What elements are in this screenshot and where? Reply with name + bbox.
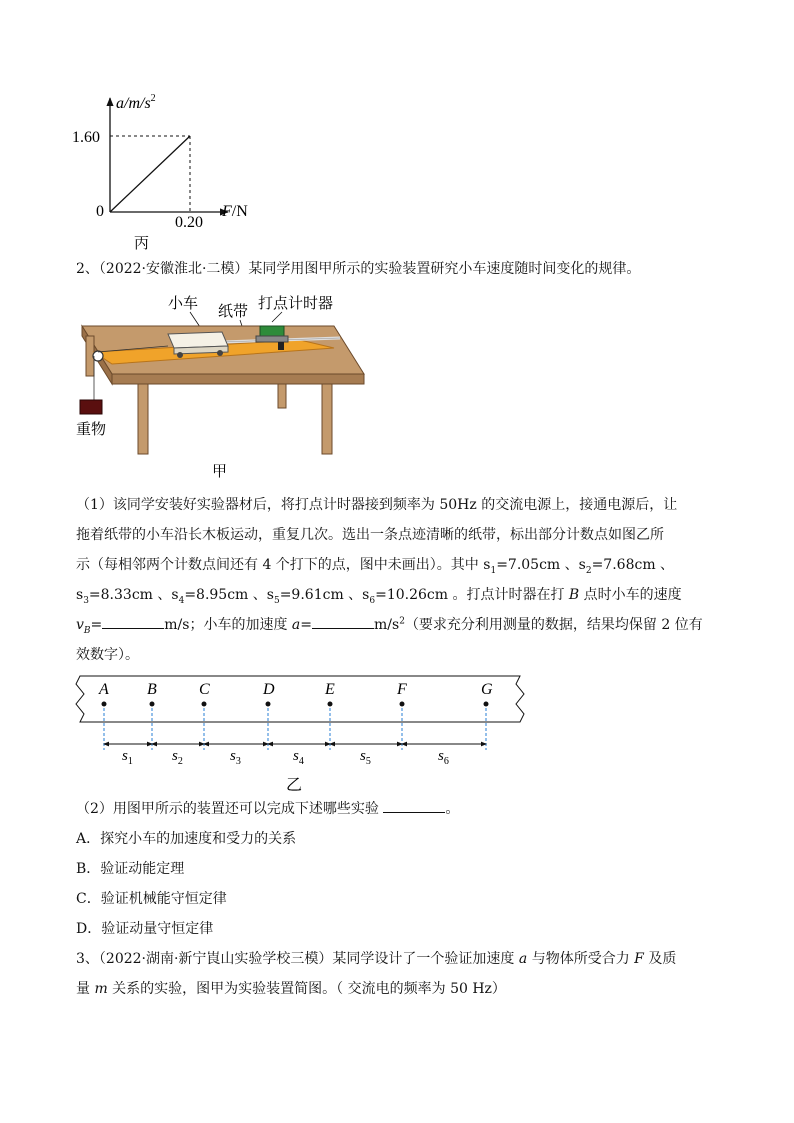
graph-caption: 丙 xyxy=(134,236,150,252)
cart xyxy=(168,332,228,348)
tape-dot xyxy=(202,702,207,707)
part1-line3: 示（每相邻两个计数点间还有 4 个打下的点，图中未画出）。其中 $s_1=7.05cm$ 、$s_2=7.68cm$ 、 xyxy=(76,557,675,576)
tape-point-label: F xyxy=(397,681,407,698)
part1-line4: $s_3=8.33cm$ 、$s_4=8.95cm$ 、$s_5=9.61cm$ 、$s_6=10.26cm$ 。打点计时器在打 B 点时小车的速度 xyxy=(76,587,682,606)
label-weight: 重物 xyxy=(76,422,107,438)
tape-dot xyxy=(266,702,271,707)
tape-point-label: C xyxy=(199,681,210,698)
option-c: C．验证机械能守恒定律 xyxy=(76,891,227,907)
data-line xyxy=(110,136,190,212)
part1-line1: （1）该同学安装好实验器材后，将打点计时器接到频率为 50Hz 的交流电源上，接通电源后，让 xyxy=(76,497,678,513)
tape-dot xyxy=(328,702,333,707)
segment-label: $s_6$ xyxy=(438,748,449,767)
x-axis-label: F/N xyxy=(222,203,248,220)
tape-point-label: E xyxy=(325,681,335,698)
segment-label: $s_3$ xyxy=(230,748,241,767)
figure-jia-caption: 甲 xyxy=(212,464,228,480)
tape-outline xyxy=(76,676,524,722)
segment-label: $s_1$ xyxy=(122,748,133,767)
label-car: 小车 xyxy=(168,296,199,312)
option-a: A．探究小车的加速度和受力的关系 xyxy=(76,831,297,847)
segment-label: $s_2$ xyxy=(172,748,183,767)
segment-label: $s_4$ xyxy=(293,748,304,767)
figure-jia xyxy=(72,286,372,486)
tape-point-label: B xyxy=(147,681,157,698)
answer-blank-part2[interactable] xyxy=(383,796,445,813)
graph-bing xyxy=(60,88,280,254)
weight-block xyxy=(80,400,102,414)
y-tick-label: 1.60 xyxy=(72,129,100,146)
answer-blank-vb[interactable] xyxy=(102,612,164,629)
option-d: D．验证动量守恒定律 xyxy=(76,921,214,937)
tape-dot xyxy=(484,702,489,707)
q3-line1: 3、（2022·湖南·新宁崀山实验学校三模）某同学设计了一个验证加速度 a 与物体所受合力 F 及质 xyxy=(76,951,677,967)
segment-label: $s_5$ xyxy=(360,748,371,767)
part2-question: （2）用图甲所示的装置还可以完成下述哪些实验 。 xyxy=(76,794,722,824)
tape-dot xyxy=(400,702,405,707)
tape-dot xyxy=(102,702,107,707)
label-timer: 打点计时器 xyxy=(258,296,334,312)
y-axis-label: $a/m/s^2$ xyxy=(116,93,156,112)
tape-dot xyxy=(150,702,155,707)
origin-label: 0 xyxy=(96,203,104,220)
figure-yi-caption: 乙 xyxy=(286,777,303,794)
figure-yi xyxy=(72,672,532,796)
q2-header: 2、（2022·安徽淮北·二模）某同学用图甲所示的实验装置研究小车速度随时间变化的规律。 xyxy=(76,261,641,277)
option-b: B．验证动能定理 xyxy=(76,861,185,877)
answer-blank-a[interactable] xyxy=(312,612,374,629)
tape-point-label: A xyxy=(99,681,109,698)
part1-line5: $v_B= m/s$；小车的加速度 $a= m/s^2$（要求充分利用测量的数据，结果均保留 2 位有 xyxy=(76,610,722,640)
tape-point-label: G xyxy=(481,681,493,698)
label-tape: 纸带 xyxy=(218,304,249,320)
pulley xyxy=(93,351,103,361)
tape-point-label: D xyxy=(263,681,275,698)
x-tick-label: 0.20 xyxy=(175,214,203,231)
part1-line2: 拖着纸带的小车沿长木板运动，重复几次。选出一条点迹清晰的纸带，标出部分计数点如图乙所 xyxy=(76,527,664,543)
q3-line2: 量 m 关系的实验，图甲为实验装置简图。（ 交流电的频率为 50 Hz） xyxy=(76,981,506,997)
part1-line6: 效数字）。 xyxy=(76,647,139,663)
